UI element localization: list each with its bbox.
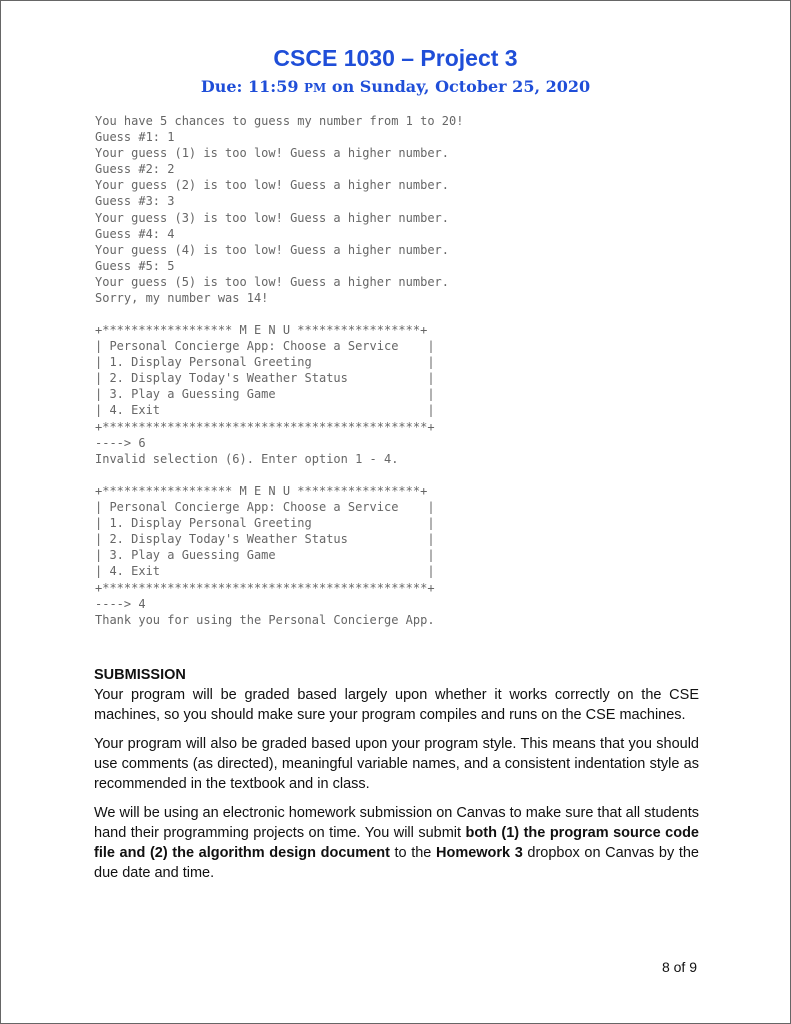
document-title: CSCE 1030 – Project 3	[273, 45, 518, 71]
due-suffix: on Sunday, October 25, 2020	[326, 77, 591, 96]
console-output-menu-exit: +****************** M E N U *****************+ | Personal Concierge App: Choose a Service | | 1. Display Personal Greeting | | 2. Display Today's Weather Status | | 3. Play a Guessing Game | | 4. Exit | +*********************************************+ ----> 4 Thank you for using the Personal Concierge App.	[95, 484, 435, 627]
due-prefix: Due: 11:59	[200, 77, 305, 96]
submission-p3-bold-dropbox: Homework 3	[435, 845, 523, 861]
submission-p3-bold-deliverables: both (1) the program source code file and (2) the algorithm design document	[94, 825, 699, 861]
submission-heading: SUBMISSION	[94, 667, 186, 683]
console-output-menu-invalid: +****************** M E N U *****************+ | Personal Concierge App: Choose a Service | | 1. Display Personal Greeting | | 2. Display Today's Weather Status | | 3. Play a Guessing Game | | 4. Exit | +*********************************************+ ----> 6 Invalid selection (6). Enter option 1 - 4.	[95, 323, 435, 466]
submission-p3-text-a: We will be using an electronic homework submission on Canvas to make sure that all students hand their programming projects on time. You will submit	[94, 805, 699, 841]
submission-section	[94, 665, 699, 892]
due-pm: PM	[304, 81, 327, 95]
submission-p3-text-e: dropbox on Canvas by the due date and time.	[94, 845, 699, 881]
console-output-guessing-game: You have 5 chances to guess my number from 1 to 20! Guess #1: 1 Your guess (1) is too low! Guess a higher number. Guess #2: 2 Your guess (2) is too low! Guess a higher number. Guess #3: 3 Your guess (3) is too low! Guess a higher number. Guess #4: 4 Your guess (4) is too low! Guess a higher number. Guess #5: 5 Your guess (5) is too low! Guess a higher number. Sorry, my number was 14!	[95, 114, 464, 306]
submission-paragraph-3	[94, 803, 699, 883]
page-number: 8 of 9	[661, 959, 697, 975]
due-date	[1, 77, 790, 96]
submission-p3-text-c: to the	[389, 845, 436, 861]
submission-paragraph-1: Your program will be graded based largely upon whether it works correctly on the CSE machines, so you should make sure your program compiles and runs on the CSE machines.	[94, 687, 699, 723]
submission-paragraph-2: Your program will also be graded based upon your program style. This means that you should use comments (as directed), meaningful variable names, and a consistent indentation style as recommended in the textbook and in class.	[94, 736, 699, 792]
